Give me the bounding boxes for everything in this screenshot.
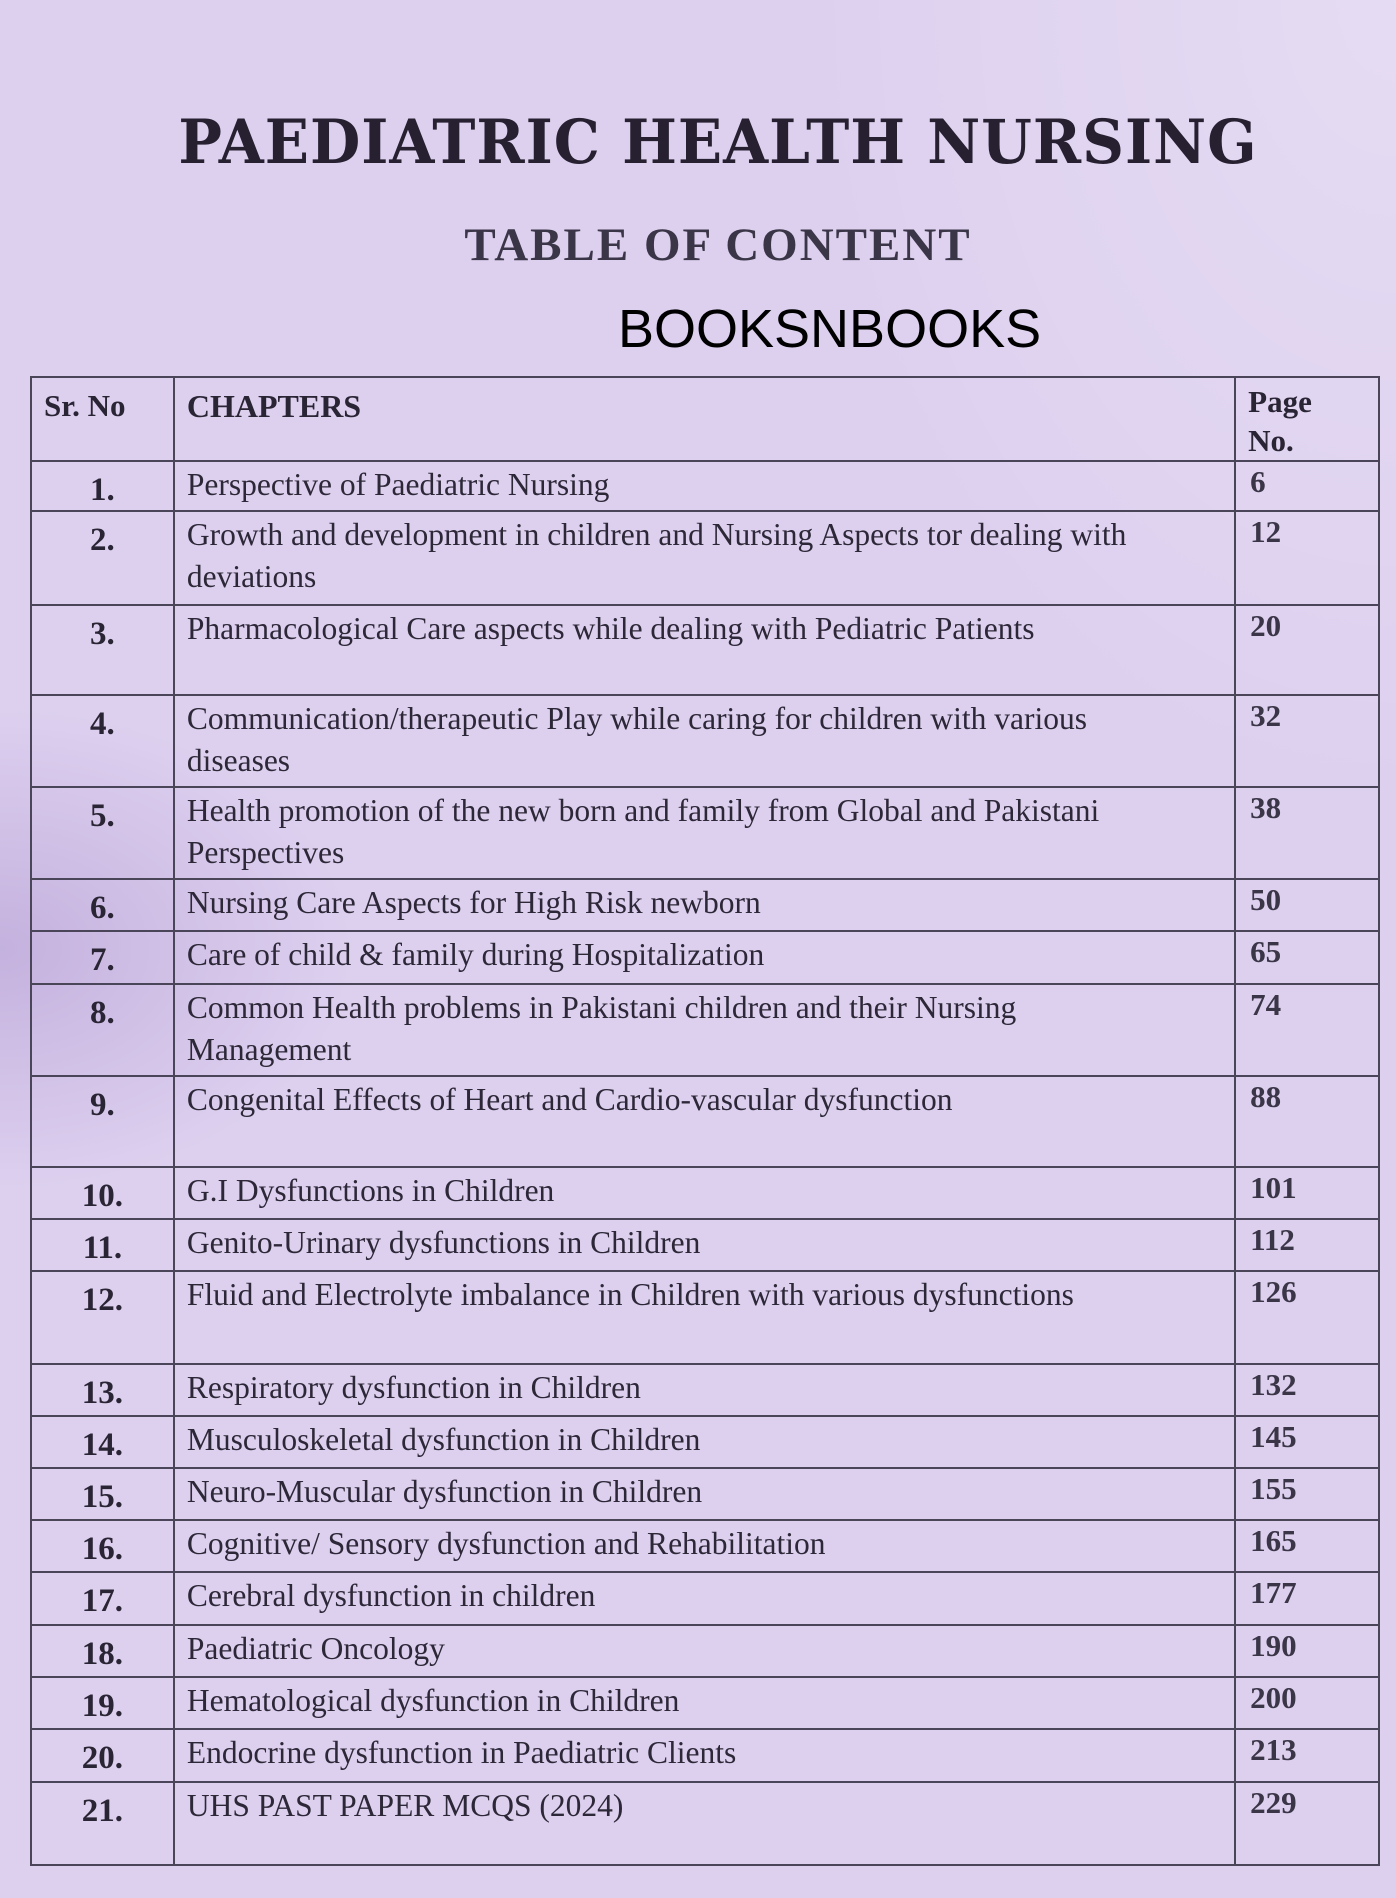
- toc-row: [31, 1219, 1379, 1271]
- toc-header-row: [31, 377, 1379, 461]
- row-page-number: 88: [1235, 1076, 1379, 1167]
- header-chapters: CHAPTERS: [174, 377, 1235, 461]
- row-chapter-title: G.I Dysfunctions in Children: [174, 1167, 1235, 1219]
- row-sr-no: 4.: [31, 695, 174, 787]
- row-chapter-title: Communication/therapeutic Play while caring for children with various diseases: [174, 695, 1235, 787]
- toc-row: [31, 695, 1379, 787]
- row-chapter-title: Genito-Urinary dysfunctions in Children: [174, 1219, 1235, 1271]
- toc-row: [31, 1572, 1379, 1625]
- row-sr-no: 5.: [31, 787, 174, 879]
- row-sr-no: 2.: [31, 511, 174, 605]
- row-page-number: 32: [1235, 695, 1379, 787]
- row-sr-no: 21.: [31, 1782, 174, 1865]
- row-chapter-title: Perspective of Paediatric Nursing: [174, 461, 1235, 511]
- toc-row: [31, 1520, 1379, 1572]
- row-page-number: 145: [1235, 1416, 1379, 1468]
- row-page-number: 74: [1235, 984, 1379, 1076]
- row-page-number: 50: [1235, 879, 1379, 931]
- row-page-number: 112: [1235, 1219, 1379, 1271]
- row-sr-no: 19.: [31, 1677, 174, 1729]
- row-sr-no: 13.: [31, 1364, 174, 1416]
- row-chapter-title: Cerebral dysfunction in children: [174, 1572, 1235, 1625]
- header-page-no: [1235, 377, 1379, 461]
- toc-row: [31, 1782, 1379, 1865]
- row-chapter-title: Nursing Care Aspects for High Risk newborn: [174, 879, 1235, 931]
- row-page-number: 101: [1235, 1167, 1379, 1219]
- row-chapter-title: Endocrine dysfunction in Paediatric Clients: [174, 1729, 1235, 1782]
- row-page-number: 12: [1235, 511, 1379, 605]
- header-page-line1: Page: [1248, 384, 1312, 419]
- row-chapter-title: Growth and development in children and Nursing Aspects tor dealing with deviations: [174, 511, 1235, 605]
- row-sr-no: 18.: [31, 1625, 174, 1677]
- toc-row: [31, 879, 1379, 931]
- row-chapter-title: UHS PAST PAPER MCQS (2024): [174, 1782, 1235, 1865]
- toc-row: [31, 1468, 1379, 1520]
- row-page-number: 155: [1235, 1468, 1379, 1520]
- row-page-number: 200: [1235, 1677, 1379, 1729]
- toc-row: [31, 1076, 1379, 1167]
- row-sr-no: 1.: [31, 461, 174, 511]
- toc-row: [31, 1677, 1379, 1729]
- row-chapter-title: Neuro-Muscular dysfunction in Children: [174, 1468, 1235, 1520]
- toc-row: [31, 605, 1379, 695]
- row-sr-no: 9.: [31, 1076, 174, 1167]
- toc-heading: TABLE OF CONTENT: [464, 219, 972, 271]
- toc-row: [31, 931, 1379, 984]
- toc-table: [30, 376, 1380, 1866]
- row-chapter-title: Pharmacological Care aspects while dealing with Pediatric Patients: [174, 605, 1235, 695]
- row-sr-no: 16.: [31, 1520, 174, 1572]
- row-sr-no: 7.: [31, 931, 174, 984]
- row-sr-no: 17.: [31, 1572, 174, 1625]
- row-chapter-title: Hematological dysfunction in Children: [174, 1677, 1235, 1729]
- toc-row: [31, 1729, 1379, 1782]
- row-chapter-title: Respiratory dysfunction in Children: [174, 1364, 1235, 1416]
- row-sr-no: 6.: [31, 879, 174, 931]
- row-sr-no: 15.: [31, 1468, 174, 1520]
- row-sr-no: 3.: [31, 605, 174, 695]
- row-page-number: 190: [1235, 1625, 1379, 1677]
- row-chapter-title: Care of child & family during Hospitalization: [174, 931, 1235, 984]
- row-sr-no: 12.: [31, 1271, 174, 1364]
- row-page-number: 126: [1235, 1271, 1379, 1364]
- header-sr-no: Sr. No: [31, 377, 174, 461]
- brand-watermark: BOOKSNBOOKS: [618, 299, 1042, 359]
- row-chapter-title: Fluid and Electrolyte imbalance in Children with various dysfunctions: [174, 1271, 1235, 1364]
- row-chapter-title: Congenital Effects of Heart and Cardio-vascular dysfunction: [174, 1076, 1235, 1167]
- toc-row: [31, 1364, 1379, 1416]
- row-sr-no: 10.: [31, 1167, 174, 1219]
- toc-row: [31, 1625, 1379, 1677]
- row-page-number: 177: [1235, 1572, 1379, 1625]
- toc-row: [31, 984, 1379, 1076]
- row-chapter-title: Common Health problems in Pakistani children and their Nursing Management: [174, 984, 1235, 1076]
- row-sr-no: 8.: [31, 984, 174, 1076]
- toc-row: [31, 461, 1379, 511]
- row-sr-no: 20.: [31, 1729, 174, 1782]
- toc-row: [31, 787, 1379, 879]
- row-page-number: 38: [1235, 787, 1379, 879]
- row-page-number: 165: [1235, 1520, 1379, 1572]
- toc-row: [31, 1416, 1379, 1468]
- row-sr-no: 14.: [31, 1416, 174, 1468]
- row-page-number: 6: [1235, 461, 1379, 511]
- row-sr-no: 11.: [31, 1219, 174, 1271]
- row-page-number: 213: [1235, 1729, 1379, 1782]
- row-chapter-title: Paediatric Oncology: [174, 1625, 1235, 1677]
- row-page-number: 65: [1235, 931, 1379, 984]
- toc-row: [31, 511, 1379, 605]
- header-page-line2: No.: [1248, 423, 1294, 458]
- toc-row: [31, 1271, 1379, 1364]
- row-page-number: 132: [1235, 1364, 1379, 1416]
- row-chapter-title: Musculoskeletal dysfunction in Children: [174, 1416, 1235, 1468]
- row-chapter-title: Health promotion of the new born and family from Global and Pakistani Perspectives: [174, 787, 1235, 879]
- book-title: PAEDIATRIC HEALTH NURSING: [178, 106, 1258, 178]
- row-page-number: 20: [1235, 605, 1379, 695]
- row-page-number: 229: [1235, 1782, 1379, 1865]
- row-chapter-title: Cognitive/ Sensory dysfunction and Rehabilitation: [174, 1520, 1235, 1572]
- toc-row: [31, 1167, 1379, 1219]
